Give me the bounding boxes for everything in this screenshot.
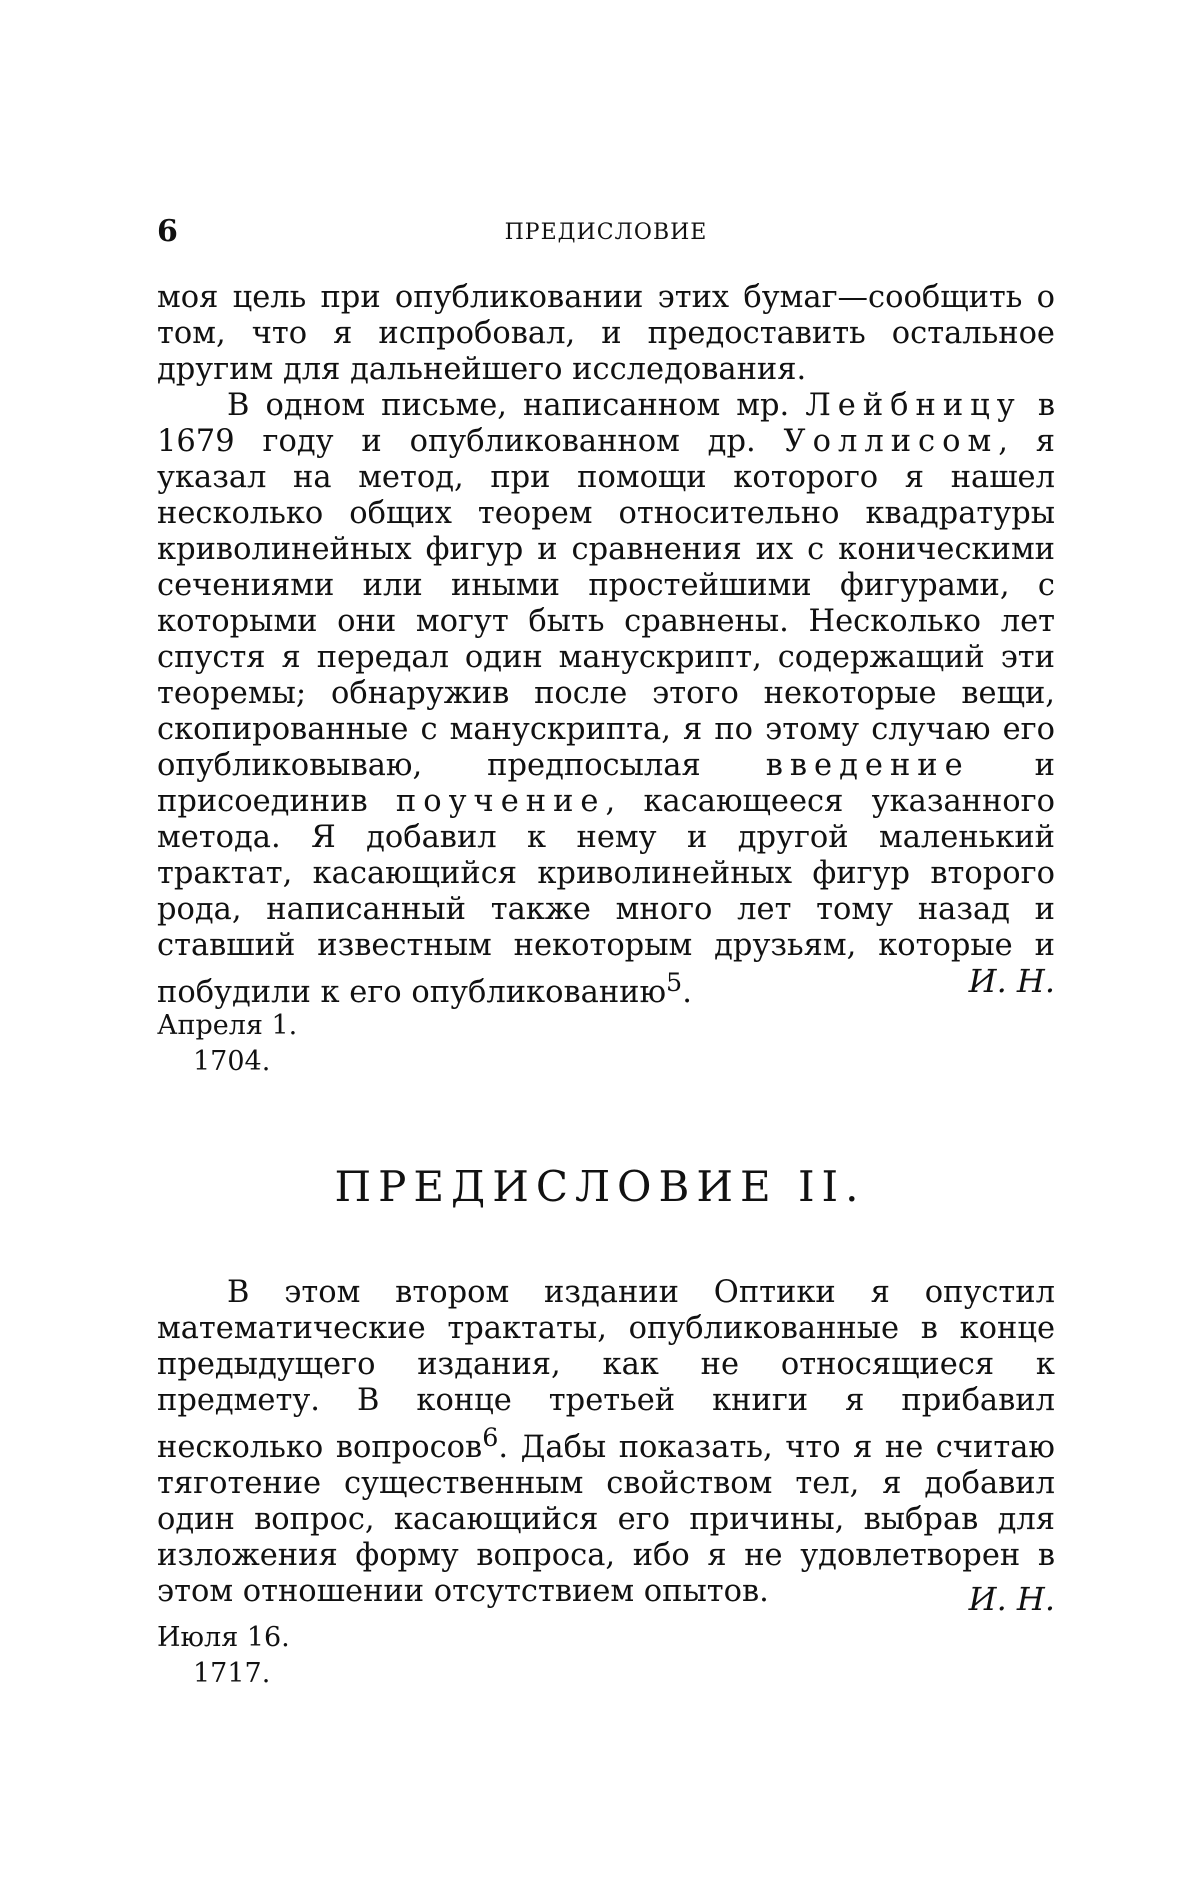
text-run: . Дабы показать, что я не считаю тяготение существенным свойством тел, я добавил один вопрос, касающийся его причины, выбрав для изложения форму вопроса, ибо я не удовлетворен в этом отношении отсутствием опытов. bbox=[157, 1430, 1055, 1610]
text-run: , я указал на метод, при помощи которого я нашел несколько общих теорем относительно квадратуры криволинейных фигур и сравнения их с коническими сечениями или иными простейшими фигурами, с которыми они могут быть сравнены. Несколько лет спустя я передал один манускрипт, содержащий эти теоремы; обнаружив после этого некоторые вещи, скопированные с манускрипта, я по этому случаю его опубликовываю, предпосылая bbox=[157, 424, 1055, 783]
spaced-word-introduction: введение bbox=[765, 748, 970, 783]
section-heading: ПРЕДИСЛОВИЕ II. bbox=[334, 1162, 866, 1211]
spaced-name-wallis: Уоллисом bbox=[783, 424, 999, 459]
page-number: 6 bbox=[157, 214, 178, 249]
spaced-name-leibniz: Лейбницу bbox=[805, 388, 1022, 423]
preface-2-text bbox=[157, 1275, 1055, 1610]
text-run: и присоединив bbox=[157, 748, 1055, 819]
date-year: 1704. bbox=[193, 1046, 271, 1077]
date-day: Июля 16. bbox=[157, 1622, 290, 1653]
dateline bbox=[157, 1620, 290, 1692]
footnote-marker: 6 bbox=[482, 1422, 499, 1452]
spaced-word-instruction: поучение bbox=[395, 784, 606, 819]
text-run: В этом втором издании Оптики я опустил математические трактаты, опубликованные в конце предыдущего издания, как не относящиеся к предмету. В конце третьей книги я прибавил несколько вопросов bbox=[157, 1275, 1055, 1466]
paragraph-continuation: моя цель при опубликовании этих бумаг—сообщить о том, что я испробовал, и предоставить остальное другим для дальнейшего исследования. bbox=[157, 280, 1055, 387]
text-run: , касающееся указанного метода. Я добавил к нему и другой маленький трактат, касающийся криволинейных фигур второго рода, написанный также много лет тому назад и ставший известным некоторым друзьям, которые и побудили к его опубликованию bbox=[157, 784, 1055, 1011]
dateline bbox=[157, 1008, 297, 1080]
paragraph-method bbox=[157, 388, 1055, 1011]
preface-1-text bbox=[157, 280, 1055, 1011]
footnote-marker: 5 bbox=[666, 967, 683, 997]
text-run: В одном письме, написанном мр. bbox=[227, 388, 806, 423]
text-run: . bbox=[682, 975, 692, 1011]
signature-initials: И. Н. bbox=[968, 962, 1055, 1000]
date-day: Апреля 1. bbox=[157, 1010, 298, 1041]
signature-initials: И. Н. bbox=[968, 1580, 1055, 1618]
running-header bbox=[157, 214, 1055, 254]
paragraph-second-edition bbox=[157, 1275, 1055, 1610]
running-title: ПРЕДИСЛОВИЕ bbox=[504, 220, 708, 245]
text-run: в 1679 году и опубликованном др. bbox=[157, 388, 1055, 459]
date-year: 1717. bbox=[193, 1658, 271, 1689]
